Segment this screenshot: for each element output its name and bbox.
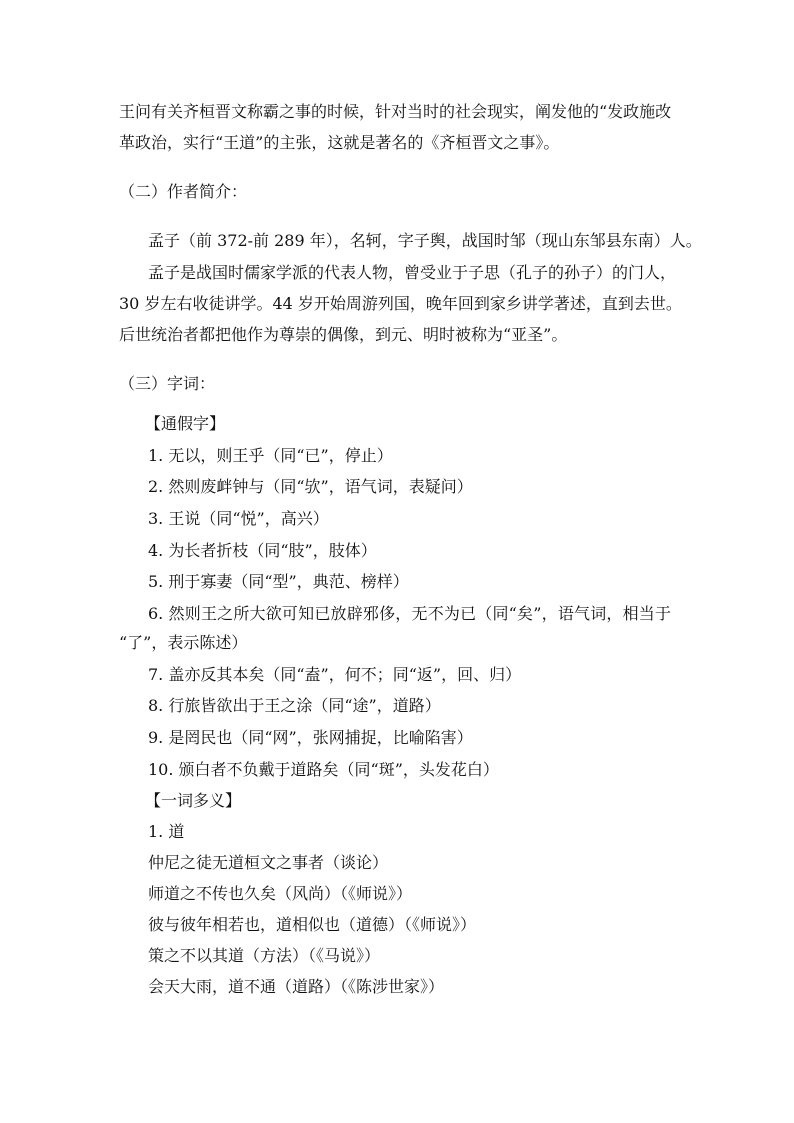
list-item: 会天大雨，道不通（道路）（《陈涉世家》） xyxy=(148,977,445,996)
section-heading-author: （二）作者简介： xyxy=(119,182,248,201)
list-item: 4. 为长者折枝（同“肢”，肢体） xyxy=(148,541,377,560)
list-item: 师道之不传也久矣（风尚）（《师说》） xyxy=(148,884,413,903)
list-item: 7. 盖亦反其本矣（同“盍”，何不；同“返”，回、归） xyxy=(148,665,522,684)
author-paragraph-2-line-2: 30 岁左右收徒讲学。44 岁开始周游列国，晚年回到家乡讲学著述，直到去世。 xyxy=(119,294,682,313)
section-heading-vocabulary: （三）字词： xyxy=(119,374,216,393)
list-item-continuation: “了”，表示陈述） xyxy=(119,633,248,652)
list-item: 2. 然则废衅钟与（同“欤”，语气词，表疑问） xyxy=(148,477,473,496)
list-item: 1. 无以，则王乎（同“已”，停止） xyxy=(148,446,393,465)
list-item: 仲尼之徒无道桓文之事者（谈论） xyxy=(148,853,389,872)
list-item: 8. 行旅皆欲出于王之涂（同“途”，道路） xyxy=(148,696,441,715)
author-paragraph-1: 孟子（前 372-前 289 年），名轲，字子舆，战国时邹（现山东邹县东南）人。 xyxy=(148,231,702,250)
intro-line-1: 王问有关齐桓晋文称霸之事的时候，针对当时的社会现实，阐发他的“发政施改 xyxy=(119,102,672,121)
list-item: 9. 是罔民也（同“网”，张网捕捉，比喻陷害） xyxy=(148,728,473,747)
author-paragraph-2-line-1: 孟子是战国时儒家学派的代表人物，曾受业于子思（孔子的孙子）的门人， xyxy=(148,263,677,282)
intro-line-2: 革政治，实行“王道”的主张，这就是著名的《齐桓晋文之事》。 xyxy=(119,133,560,152)
list-item: 彼与彼年相若也，道相似也（道德）（《师说》） xyxy=(148,915,477,934)
list-item: 5. 刑于寡妻（同“型”，典范、榜样） xyxy=(148,572,409,591)
author-paragraph-2-line-3: 后世统治者都把他作为尊崇的偶像，到元、明时被称为“亚圣”。 xyxy=(119,325,568,344)
list-item: 6. 然则王之所大欲可知已放辟邪侈，无不为已（同“矣”，语气词，相当于 xyxy=(148,604,671,623)
list-item: 10. 颁白者不负戴于道路矣（同“斑”，头发花白） xyxy=(148,760,499,779)
list-item: 3. 王说（同“悦”，高兴） xyxy=(148,509,329,528)
word-heading: 1. 道 xyxy=(148,822,185,841)
subheading-tongjiazi: 【通假字】 xyxy=(145,414,226,433)
subheading-yiciduoyi: 【一词多义】 xyxy=(145,791,242,810)
list-item: 策之不以其道（方法）（《马说》） xyxy=(148,946,381,965)
